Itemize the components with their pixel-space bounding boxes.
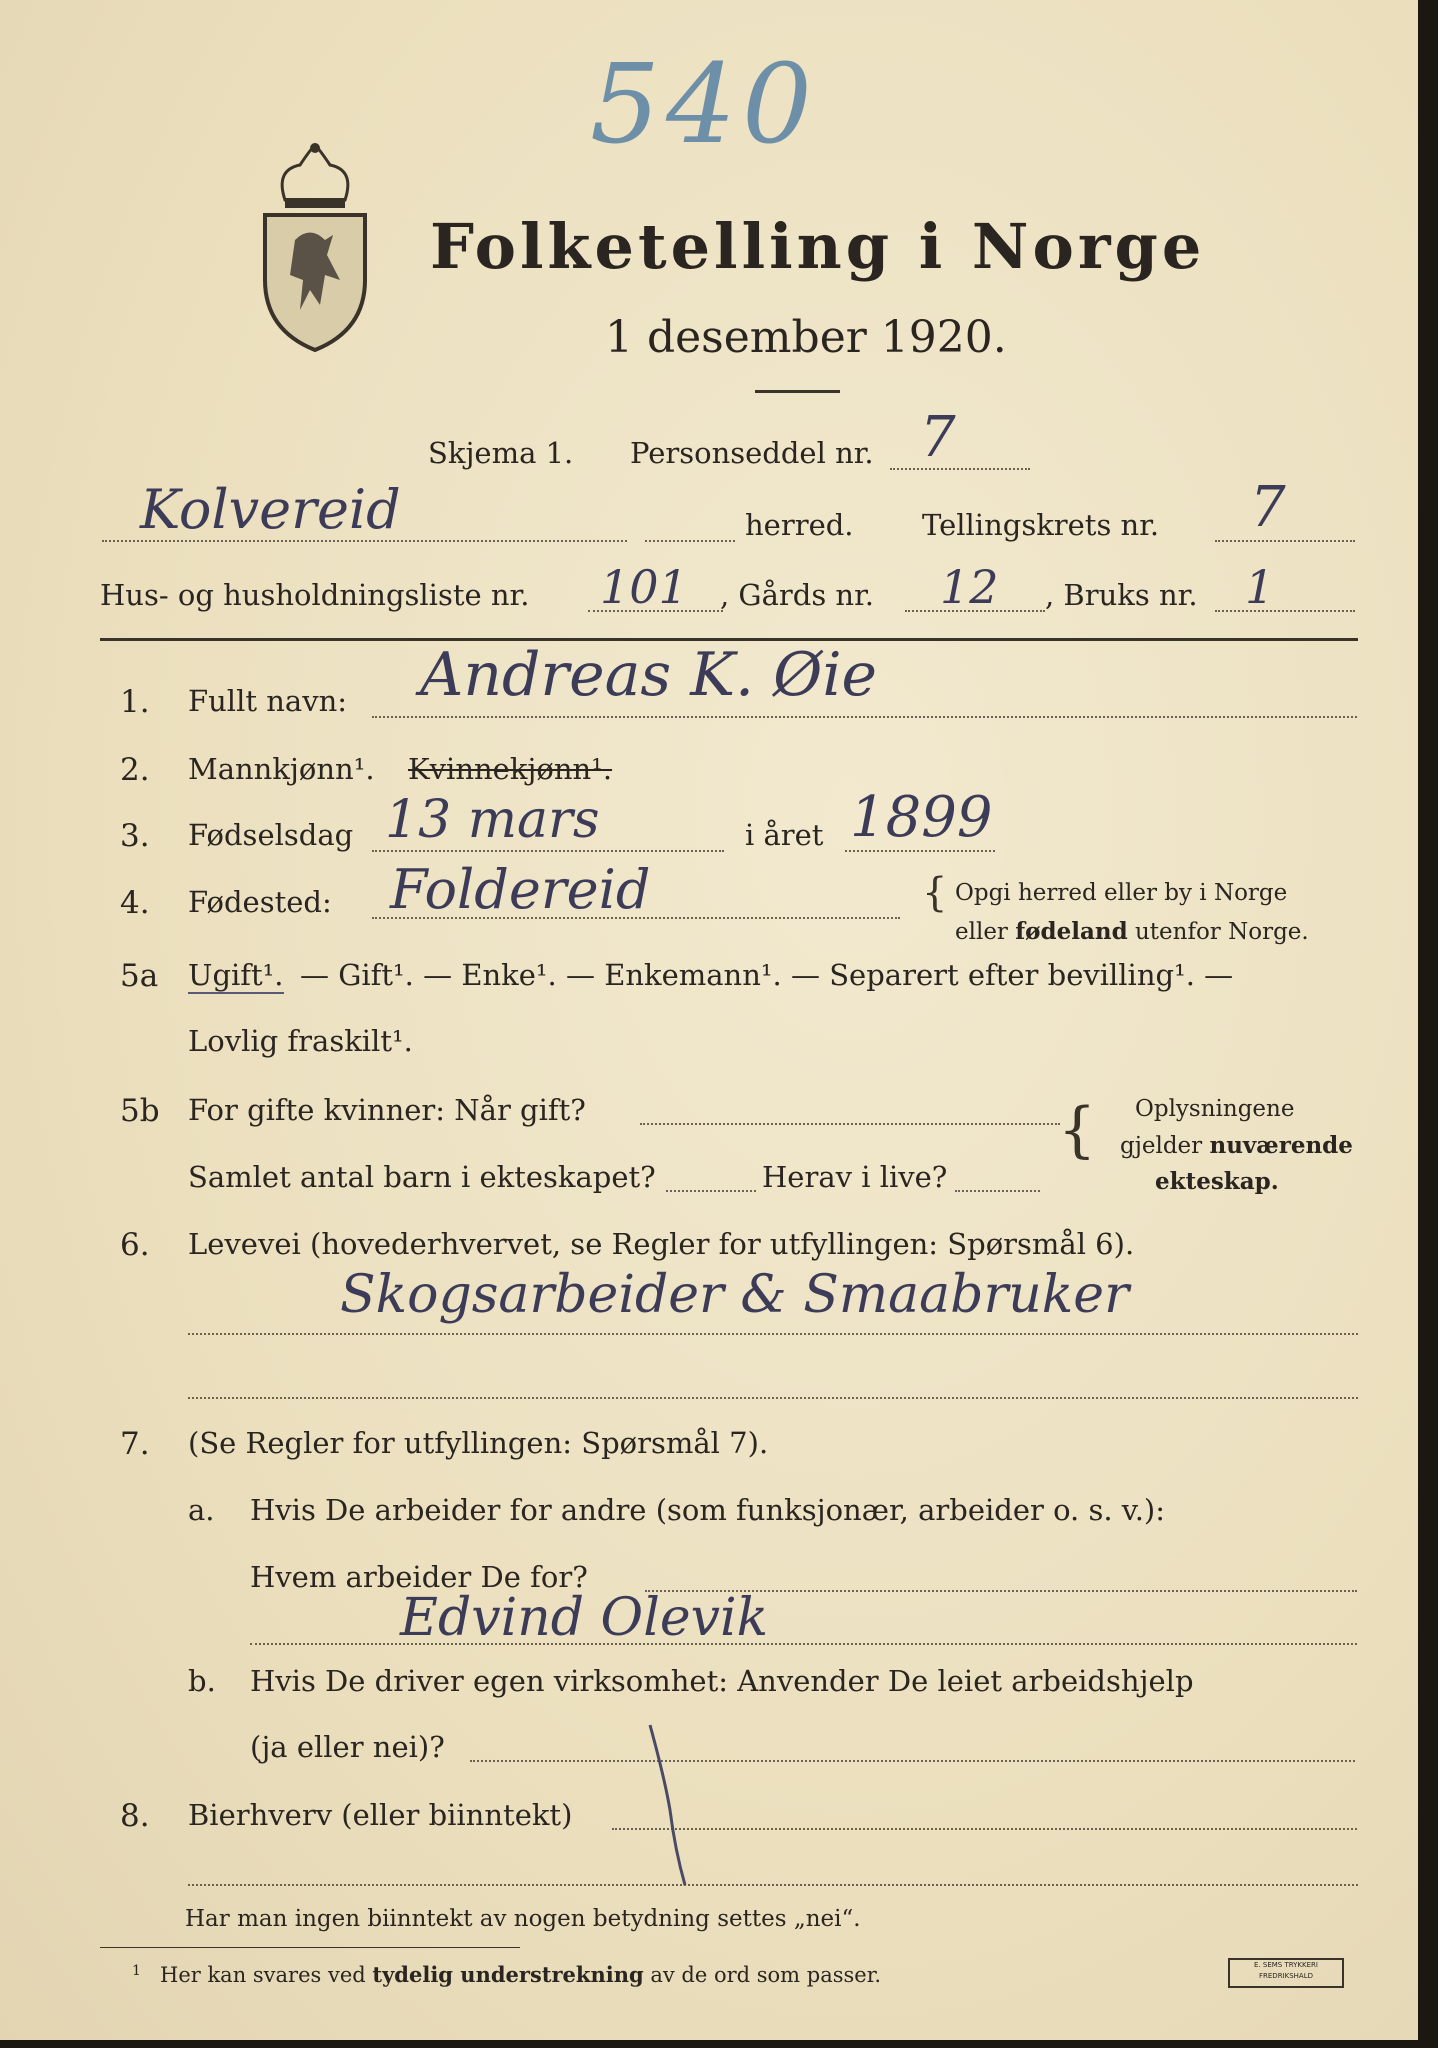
q3-number: 3. — [120, 818, 150, 854]
q7a-value: Edvind Olevik — [400, 1588, 769, 1648]
form-title: Folketelling i Norge — [430, 210, 1206, 283]
husliste-label: Hus- og husholdningsliste nr. — [100, 578, 530, 612]
q1-label: Fullt navn: — [188, 684, 348, 718]
q3-label: Fødselsdag — [188, 818, 354, 852]
husliste-value: 101 — [600, 560, 688, 614]
q1-value: Andreas K. Øie — [420, 640, 878, 710]
bruks-label: , Bruks nr. — [1045, 578, 1198, 612]
q7-number: 7. — [120, 1426, 150, 1462]
q4-value: Foldereid — [390, 858, 651, 921]
q3-year-value: 1899 — [850, 785, 993, 850]
note-nei: Har man ingen biinntekt av nogen betydning settes „nei“. — [185, 1906, 861, 1932]
archive-number: 540 — [590, 40, 818, 168]
q4-label: Fødested: — [188, 885, 332, 919]
q6-value: Skogsarbeider & Smaabruker — [340, 1265, 1129, 1325]
q3-year-label: i året — [745, 818, 824, 852]
herred-label: herred. — [745, 508, 854, 542]
q5b-label1: For gifte kvinner: Når gift? — [188, 1093, 586, 1127]
q8-label: Bierhverv (eller biinntekt) — [188, 1798, 573, 1832]
q4-brace: { — [922, 870, 948, 916]
q5a-number: 5a — [120, 958, 159, 994]
skjema-label: Skjema 1. — [428, 436, 574, 470]
q6-number: 6. — [120, 1227, 150, 1263]
q5b-note1: Oplysningene — [1135, 1096, 1295, 1122]
q5b-brace: { — [1058, 1095, 1097, 1165]
handwritten-dash-mark — [640, 1720, 700, 1890]
q7a-text: Hvis De arbeider for andre (som funksjonær, arbeider o. s. v.): — [250, 1493, 1166, 1527]
q4-note-line2: eller fødeland utenfor Norge. — [955, 918, 1309, 945]
q7-label: (Se Regler for utfyllingen: Spørsmål 7). — [188, 1426, 769, 1460]
footnote-divider — [100, 1947, 520, 1948]
q7b-question: (ja eller nei)? — [250, 1730, 445, 1764]
q2-male: Mannkjønn¹. — [188, 752, 375, 786]
footnote-number: 1 — [132, 1963, 141, 1979]
q6-label: Levevei (hovederhvervet, se Regler for utfyllingen: Spørsmål 6). — [188, 1227, 1135, 1261]
q7a-question: Hvem arbeider De for? — [250, 1560, 588, 1594]
q4-number: 4. — [120, 885, 150, 921]
q3-day-value: 13 mars — [385, 790, 600, 850]
q7b-text: Hvis De driver egen virksomhet: Anvender De leiet arbeidshjelp — [250, 1664, 1194, 1698]
q5b-note2: gjelder nuværende — [1120, 1132, 1353, 1159]
q2-number: 2. — [120, 752, 150, 788]
footnote-text: Her kan svares ved tydelig understrekning av de ord som passer. — [160, 1962, 882, 1987]
q8-number: 8. — [120, 1798, 150, 1834]
q2-female-struck: Kvinnekjønn¹. — [408, 752, 613, 786]
gards-value: 12 — [940, 560, 999, 614]
q5b-label3: Herav i live? — [762, 1160, 948, 1194]
printer-stamp: E. SEMS TRYKKERI FREDRIKSHALD — [1228, 1958, 1344, 1988]
gards-label: , Gårds nr. — [720, 578, 874, 612]
q5b-note3: ekteskap. — [1155, 1168, 1279, 1195]
form-date: 1 desember 1920. — [605, 312, 1007, 363]
q7a-letter: a. — [188, 1493, 215, 1527]
bruks-value: 1 — [1245, 560, 1275, 614]
tellingskrets-label: Tellingskrets nr. — [922, 508, 1160, 542]
q5a-options: — Gift¹. — Enke¹. — Enkemann¹. — Separert efter bevilling¹. — — [300, 958, 1234, 992]
personseddel-value: 7 — [920, 405, 956, 470]
q5a-line2: Lovlig fraskilt¹. — [188, 1024, 413, 1058]
title-divider — [755, 390, 840, 393]
q5b-label2: Samlet antal barn i ekteskapet? — [188, 1160, 656, 1194]
herred-value: Kolvereid — [140, 478, 401, 541]
personseddel-label: Personseddel nr. — [630, 436, 874, 470]
q1-number: 1. — [120, 684, 150, 720]
q7b-letter: b. — [188, 1664, 216, 1698]
q4-note-line1: Opgi herred eller by i Norge — [955, 880, 1288, 906]
q5a-ugift: Ugift¹. — [188, 958, 284, 992]
q5b-number: 5b — [120, 1093, 160, 1129]
coat-of-arms-icon — [255, 140, 375, 355]
tellingskrets-value: 7 — [1250, 475, 1286, 540]
